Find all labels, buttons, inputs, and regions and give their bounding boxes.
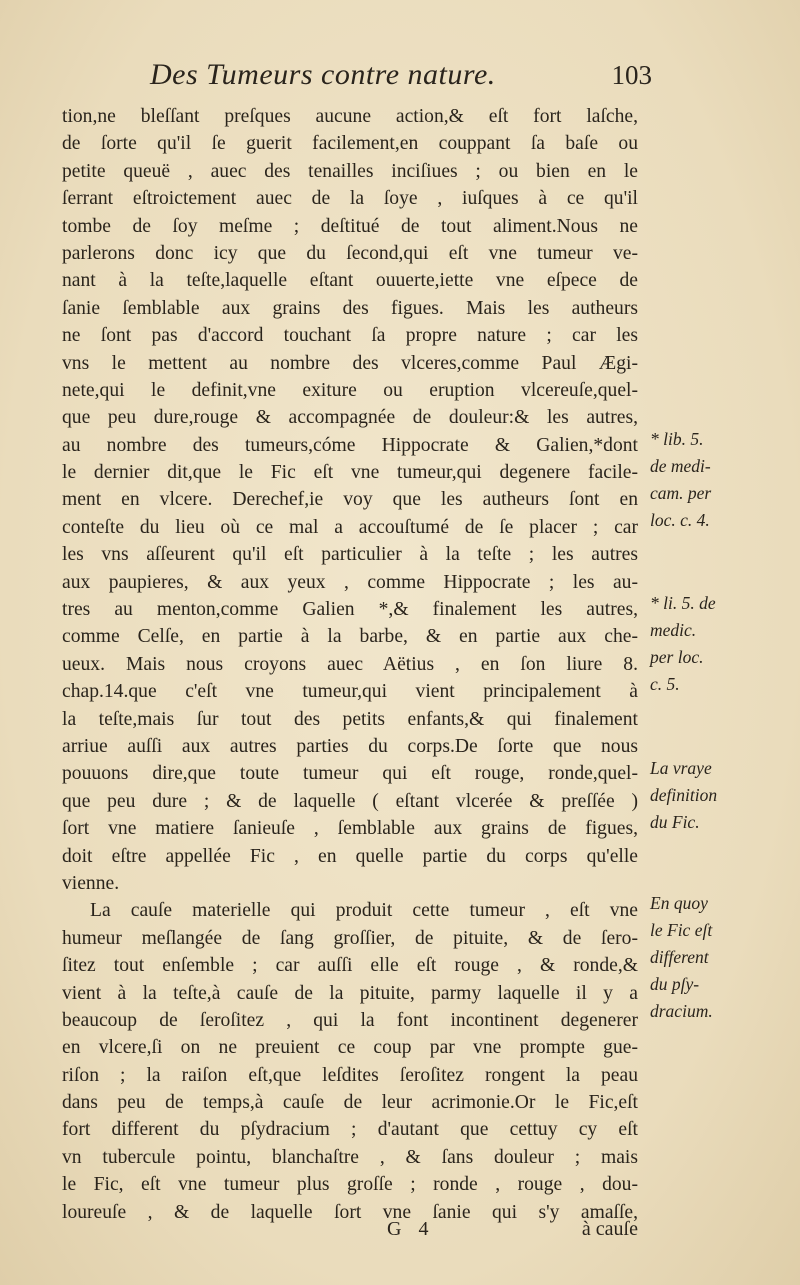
text-line: La cauſe materielle qui produit cette tumeur , eſt vne [90, 900, 638, 922]
margin-note [650, 590, 716, 698]
margin-note-line: du pſy- [650, 974, 700, 994]
text-line: ueux. Mais nous croyons auec Aëtius , en ſon liure 8. [62, 653, 638, 675]
margin-note-line: definition [650, 785, 718, 805]
margin-note-line: dracium. [650, 1001, 713, 1021]
text-line: tion,ne bleſſant preſques aucune action,& eſt fort laſche, [62, 106, 638, 127]
text-line: pouuons dire,que toute tumeur qui eſt rouge, ronde,quel- [62, 763, 638, 785]
text-line: nete,qui le definit,vne exiture ou eruption vlcereuſe,quel- [62, 379, 638, 401]
text-line: ſort vne matiere ſanieuſe , ſemblable aux grains de figues, [62, 818, 638, 840]
margin-note-line: c. 5. [650, 674, 680, 694]
text-line: en vlcere,ſi on ne preuient ce coup par vne prompte gue- [62, 1037, 638, 1059]
margin-note-line: per loc. [650, 647, 704, 667]
text-line: fort different du pſydracium ; d'autant que cettuy cy eſt [62, 1119, 638, 1141]
text-line: petite queuë , auec des tenailles inciſiues ; ou bien en le [62, 160, 638, 182]
text-line: vienne. [62, 872, 120, 894]
text-line: ne ſont pas d'accord touchant ſa propre nature ; car les [62, 325, 638, 347]
margin-note-line: * li. 5. de [650, 593, 716, 613]
margin-note-line: cam. per [650, 483, 712, 503]
page-header [150, 58, 650, 102]
margin-note-line: loc. c. 4. [650, 510, 710, 530]
margin-note-line: * lib. 5. [650, 429, 704, 449]
text-line: vient à la teſte,à cauſe de la pituite, parmy laquelle il y a [62, 982, 638, 1004]
text-line: beaucoup de ſeroſitez , qui la font incontinent degenerer [62, 1009, 638, 1031]
margin-note [650, 426, 711, 534]
text-line: loureuſe , & de laquelle ſort vne ſanie qui s'y amaſſe, [62, 1201, 638, 1223]
text-line: le dernier dit,que le Fic eſt vne tumeur,qui degenere facile- [62, 462, 638, 484]
text-line: tombe de ſoy meſme ; deſtitué de tout aliment.Nous ne [62, 215, 638, 237]
margin-note-line: de medi- [650, 456, 711, 476]
margin-note-line: medic. [650, 620, 697, 640]
text-line: ſitez tout enſemble ; car auſſi elle eſt rouge , & ronde,& [62, 955, 638, 977]
text-line: parlerons donc icy que du ſecond,qui eſt vne tumeur ve- [62, 242, 638, 264]
margin-note-line: La vraye [650, 758, 712, 778]
text-line: au nombre des tumeurs,cóme Hippocrate & Galien,*dont [62, 434, 638, 456]
margin-note-line: du Fic. [650, 812, 700, 832]
text-line: tres au menton,comme Galien *,& finalement les autres, [62, 599, 638, 621]
text-line: dans peu de temps,à cauſe de leur acrimonie.Or le Fic,eſt [62, 1092, 638, 1114]
text-line: arriue auſſi aux autres parties du corps.De ſorte que nous [62, 735, 638, 757]
text-line: humeur meſlangée de ſang groſſier, de pituite, & de ſero- [62, 927, 638, 949]
text-line: la teſte,mais ſur tout des petits enfants,& qui finalement [62, 708, 638, 730]
text-line: vns le mettent au nombre des vlceres,comme Paul Ægi- [62, 352, 638, 374]
running-head: Des Tumeurs contre nature. [150, 58, 496, 91]
margin-note [650, 755, 717, 836]
page-footer [62, 1218, 638, 1248]
text-line: les vns aſſeurent qu'il eſt particulier à la teſte ; les autres [62, 544, 638, 566]
margin-note [650, 890, 713, 1025]
text-line: que peu dure,rouge & accompagnée de douleur:& les autres, [62, 407, 638, 429]
text-line: doit eſtre appellée Fic , en quelle partie du corps qu'elle [62, 845, 638, 867]
text-line: chap.14.que c'eſt vne tumeur,qui vient principalement à [62, 681, 638, 703]
text-line: vn tubercule pointu, blanchaſtre , & ſans douleur ; mais [62, 1146, 638, 1168]
page-number: 103 [611, 60, 652, 90]
text-line: aux paupieres, & aux yeux , comme Hippocrate ; les au- [62, 571, 638, 593]
text-line: ſerrant eſtroictement auec de la ſoye , iuſques à ce qu'il [62, 188, 638, 210]
text-line: que peu dure ; & de laquelle ( eſtant vlcerée & preſſée ) [62, 790, 638, 812]
margin-note-line: different [650, 947, 709, 967]
margin-note-line: le Fic eſt [650, 920, 713, 940]
text-line: ſanie ſemblable aux grains des figues. Mais les autheurs [62, 297, 638, 319]
text-line: ment en vlcere. Derechef,ie voy que les autheurs ſont en [62, 489, 638, 511]
text-line: comme Celſe, en partie à la barbe, & en partie aux che- [62, 626, 638, 648]
body-text [62, 103, 638, 1226]
margin-note-line: En quoy [650, 893, 708, 913]
catchword: à cauſe [581, 1218, 638, 1240]
signature-mark: G 4 [387, 1218, 435, 1240]
text-line: riſon ; la raiſon eſt,que leſdites ſeroſitez rongent la peau [62, 1064, 638, 1086]
text-line: conteſte du lieu où ce mal a accouſtumé de ſe placer ; car [62, 516, 638, 538]
text-line: de ſorte qu'il ſe guerit facilement,en couppant ſa baſe ou [62, 133, 638, 155]
text-line: nant à la teſte,laquelle eſtant ouuerte,iette vne eſpece de [62, 270, 638, 292]
text-line: le Fic, eſt vne tumeur plus groſſe ; ronde , rouge , dou- [62, 1174, 638, 1196]
